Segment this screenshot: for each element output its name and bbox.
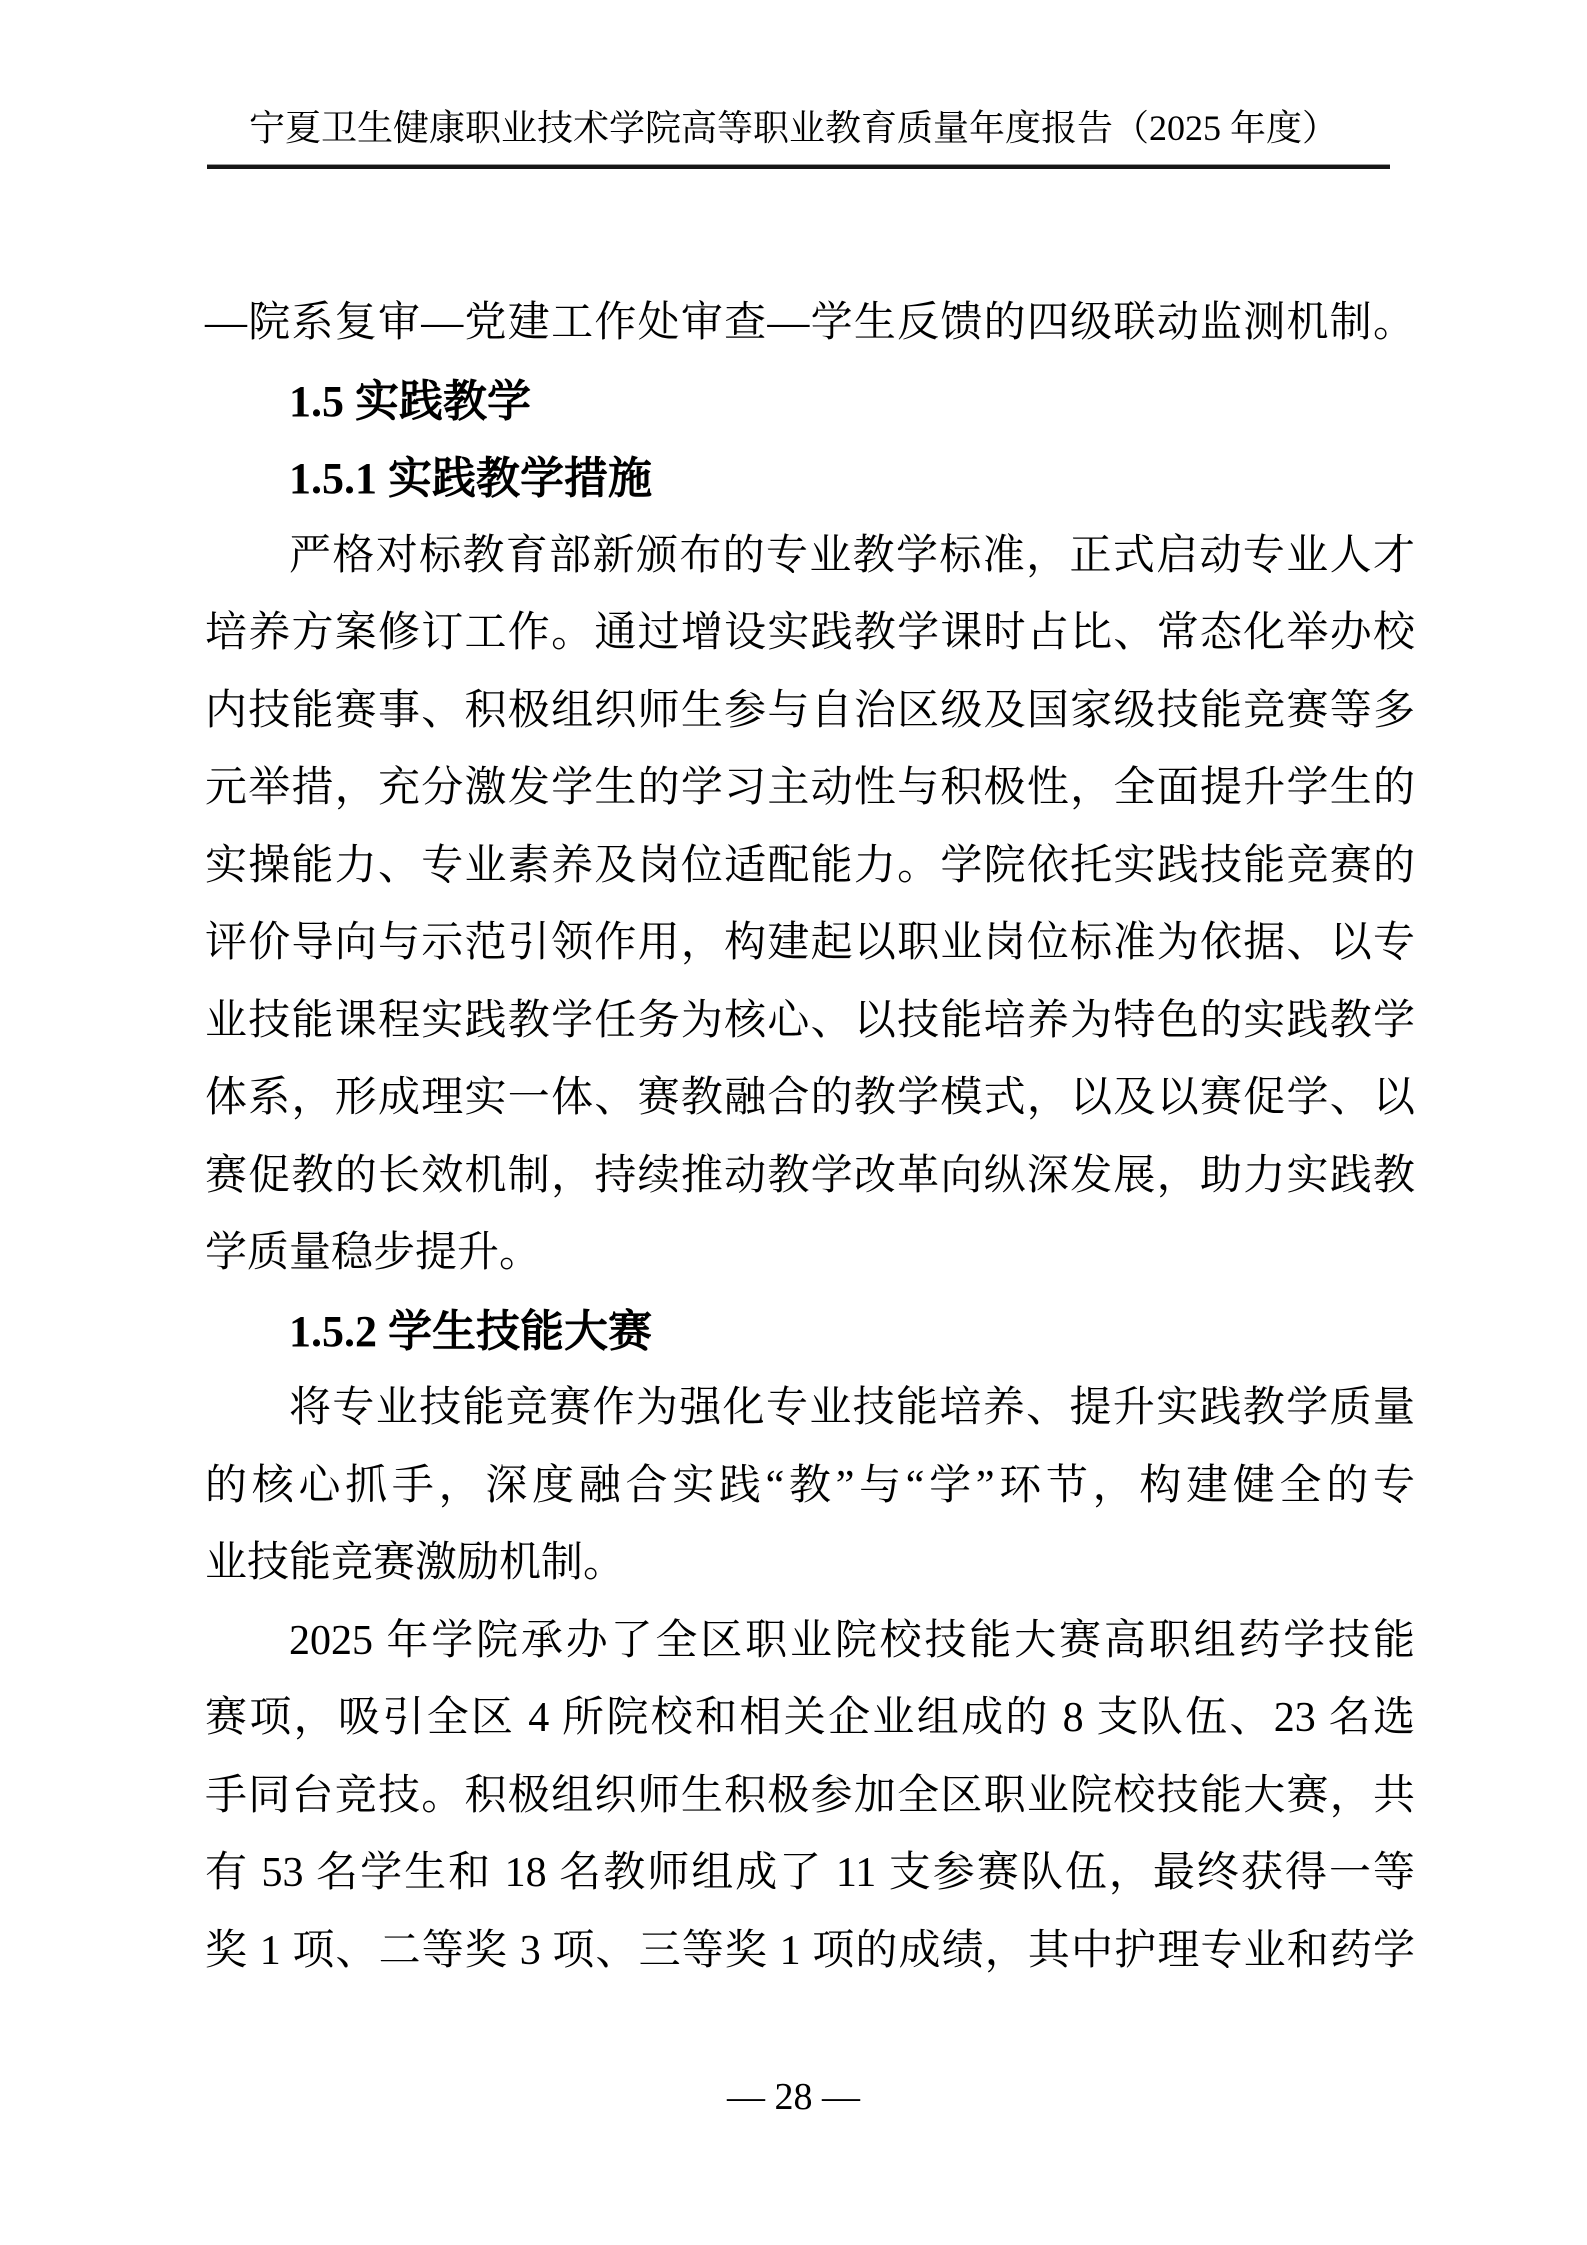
body-line: 内技能赛事、积极组织师生参与自治区级及国家级技能竞赛等多 — [205, 687, 1415, 734]
section-heading-1-5-1: 1.5.1 实践教学措施 — [289, 454, 652, 503]
body-line: —院系复审—党建工作处审查—学生反馈的四级联动监测机制。 — [205, 300, 1415, 346]
body-line: 实操能力、专业素养及岗位适配能力。学院依托实践技能竞赛的 — [205, 842, 1415, 889]
body-line: 手同台竞技。积极组织师生积极参加全区职业院校技能大赛，共 — [205, 1772, 1415, 1819]
section-heading-1-5-2: 1.5.2 学生技能大赛 — [289, 1306, 652, 1356]
body-line: 严格对标教育部新颁布的专业教学标准，正式启动专业人才 — [289, 532, 1415, 579]
body-line: 体系，形成理实一体、赛教融合的教学模式，以及以赛促学、以 — [205, 1075, 1415, 1121]
body-line: 有 53 名学生和 18 名教师组成了 11 支参赛队伍，最终获得一等 — [205, 1850, 1415, 1896]
header-rule — [207, 164, 1390, 169]
body-line: 奖 1 项、二等奖 3 项、三等奖 1 项的成绩，其中护理专业和药学 — [205, 1927, 1415, 1974]
body-line: 2025 年学院承办了全区职业院校技能大赛高职组药学技能 — [289, 1617, 1415, 1664]
body-line: 业技能课程实践教学任务为核心、以技能培养为特色的实践教学 — [205, 997, 1415, 1044]
body-line: 将专业技能竞赛作为强化专业技能培养、提升实践教学质量 — [289, 1385, 1415, 1431]
body-line: 赛促教的长效机制，持续推动教学改革向纵深发展，助力实践教 — [205, 1152, 1415, 1199]
header-title: 宁夏卫生健康职业技术学院高等职业教育质量年度报告（2025 年度） — [248, 108, 1338, 148]
page-number: — 28 — — [727, 2076, 860, 2118]
body-line: 元举措，充分激发学生的学习主动性与积极性，全面提升学生的 — [205, 765, 1415, 811]
document-body — [205, 285, 1415, 1990]
body-line: 的核心抓手，深度融合实践“教”与“学”环节，构建健全的专 — [205, 1462, 1415, 1509]
body-line: 学质量稳步提升。 — [205, 1230, 542, 1276]
section-heading-1-5: 1.5 实践教学 — [289, 376, 531, 426]
body-line: 培养方案修订工作。通过增设实践教学课时占比、常态化举办校 — [205, 610, 1415, 656]
body-line: 业技能竞赛激励机制。 — [205, 1540, 626, 1586]
body-line: 评价导向与示范引领作用，构建起以职业岗位标准为依据、以专 — [205, 920, 1415, 966]
body-line: 赛项，吸引全区 4 所院校和相关企业组成的 8 支队伍、23 名选 — [205, 1695, 1415, 1741]
